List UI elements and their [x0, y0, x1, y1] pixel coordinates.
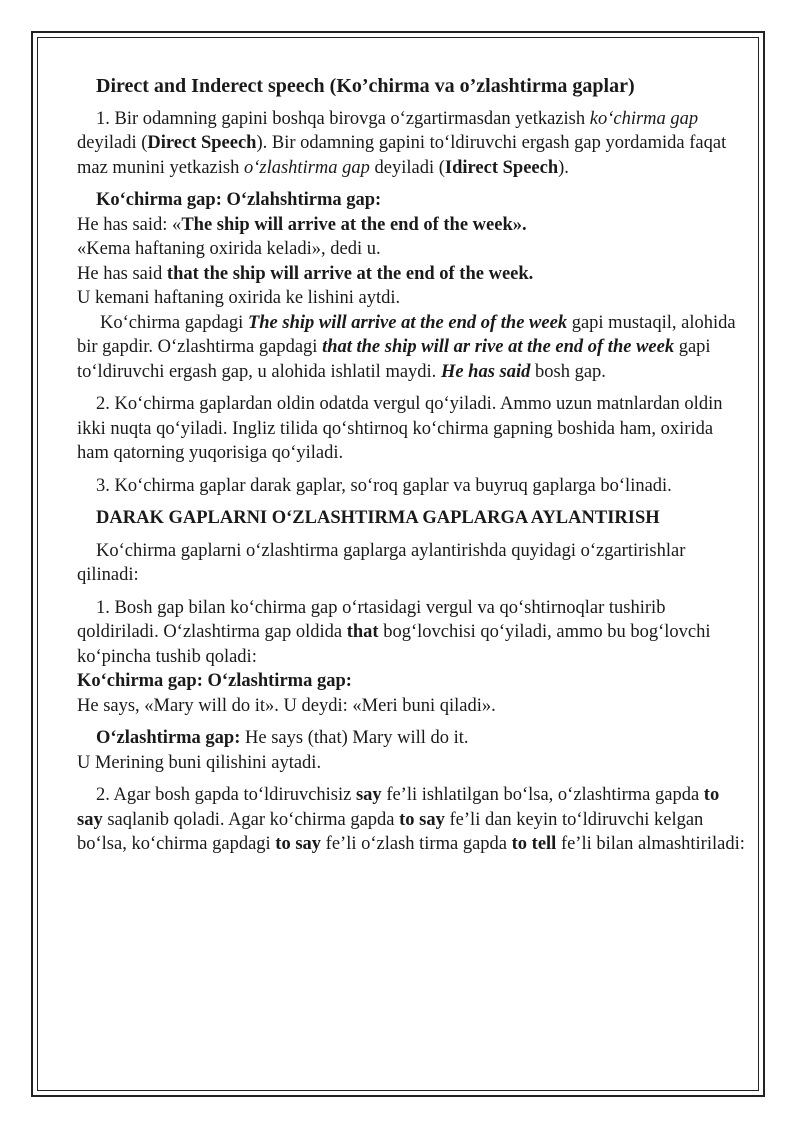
text: He has said: «: [77, 214, 182, 235]
term-direct-speech: Direct Speech: [147, 133, 257, 153]
term-indirect-speech: Idirect Speech: [444, 157, 559, 178]
paragraph-types: 3. Ko‘chirma gaplar darak gaplar, so‘roq gaplar va buyruq gaplarga bo‘linadi.: [96, 475, 672, 496]
text: Ko‘chirma gapdagi: [100, 312, 248, 333]
text-bold-italic: The ship will arrive at the end of the week: [247, 312, 568, 333]
example-heading-text: Ko‘chirma gap: O‘zlashtirma gap:: [77, 671, 352, 691]
text-bold-italic: He has said: [440, 361, 531, 382]
paragraph-rule-1: [77, 596, 745, 670]
text: He has said: [77, 263, 167, 284]
section-heading-text: DARAK GAPLARNI O‘ZLASHTIRMA GAPLARGA AYLANTIRISH: [96, 508, 660, 528]
text-bold: that the ship will arrive at the end of the week.: [166, 263, 534, 284]
example-block-3: [77, 726, 745, 775]
text: deyiladi (: [369, 157, 445, 178]
text: 1. Bir odamning gapini boshqa birovga o‘zgartirmasdan yetkazish: [96, 108, 590, 129]
paragraph-explanation: [77, 311, 745, 385]
document-title: Direct and Inderect speech (Ko’chirma va o’zlashtirma gaplar): [96, 75, 635, 97]
example-block-2: [77, 669, 745, 718]
text: fe’li ishlatilgan bo‘lsa, o‘zlashtirma gapda: [381, 785, 704, 805]
text: bog‘lovchisi qo‘yiladi, ammo bu bog‘lovchi ko‘pincha tushib qoladi:: [77, 622, 711, 667]
text: fe’li dan keyin to‘ldiruvchi kelgan bo‘lsa, ko‘chirma gapdagi: [77, 809, 704, 854]
example-line: [77, 262, 745, 287]
text-bold: that: [346, 622, 379, 642]
text: 2. Agar bosh gapda to‘ldiruvchisiz: [96, 785, 356, 805]
term-direct: ko‘chirma gap: [589, 108, 699, 129]
example-heading: [77, 669, 745, 694]
text: deyiladi (: [77, 133, 148, 153]
text: ). Bir odamning gapini to‘ldiruvchi ergash gap yordamida faqat maz munini yetkazish: [77, 133, 727, 178]
example-heading-text: Ko‘chirma gap: O‘zlahshtirma gap:: [96, 190, 382, 210]
paragraph-intro: Ko‘chirma gaplarni o‘zlashtirma gaplarga aylantirishda quyidagi o‘zgartirishlar qilinadi:: [77, 540, 686, 585]
section-heading: [77, 506, 745, 531]
example-block-1: [77, 188, 745, 311]
text-bold: say: [355, 785, 382, 805]
text: fe’li o‘zlash tirma gapda: [321, 834, 512, 854]
text: He says (that) Mary will do it.: [240, 728, 469, 748]
example-line: U Merining buni qilishini aytadi.: [77, 752, 322, 773]
text-bold: to tell: [511, 834, 557, 854]
text-bold: to say: [275, 834, 322, 854]
text: saqlanib qoladi. Agar ko‘chirma gapda: [102, 809, 400, 830]
text: ).: [558, 157, 569, 178]
paragraph-definition: [77, 107, 745, 181]
text: gapi mustaqil, alohida bir gapdir. O‘zlashtirma gapdagi: [77, 312, 736, 357]
example-line: «Kema haftaning oxirida keladi», dedi u.: [77, 239, 381, 259]
example-line: [77, 726, 745, 751]
text: 1. Bosh gap bilan ko‘chirma gap o‘rtasidagi vergul va qo‘shtirnoqlar tushirib qoldiriladi. O‘zlashtirma gap oldida: [77, 597, 666, 642]
text-bold: to say: [77, 785, 720, 830]
paragraph-rule-2: [77, 783, 745, 857]
paragraph-punctuation: 2. Ko‘chirma gaplardan oldin odatda vergul qo‘yiladi. Ammo uzun matnlardan oldin ikki nuqta qo‘yiladi. Ingliz tilida qo‘shtirnoq ko‘chirma gapning boshida ham, oxirida ham qatorning yuqorisiga qo‘yiladi.: [77, 394, 723, 463]
text-bold: O‘zlashtirma gap:: [96, 728, 241, 748]
example-heading: [77, 188, 745, 213]
text-bold: to say: [399, 809, 445, 830]
example-line: He says, «Mary will do it». U deydi: «Meri buni qiladi».: [77, 695, 496, 716]
text: fe’li bilan almashtiriladi:: [556, 834, 745, 854]
text-bold-italic: that the ship will ar rive at the end of the week: [322, 337, 675, 357]
example-line: [77, 213, 745, 238]
example-line: U kemani haftaning oxirida ke lishini aytdi.: [77, 288, 401, 308]
text-bold: The ship will arrive at the end of the week».: [181, 214, 527, 235]
term-indirect: o‘zlashtirma gap: [243, 157, 370, 178]
text: bosh gap.: [530, 361, 606, 382]
document-body: [77, 74, 745, 865]
text: gapi to‘ldiruvchi ergash gap, u alohida ishlatil maydi.: [77, 337, 711, 382]
